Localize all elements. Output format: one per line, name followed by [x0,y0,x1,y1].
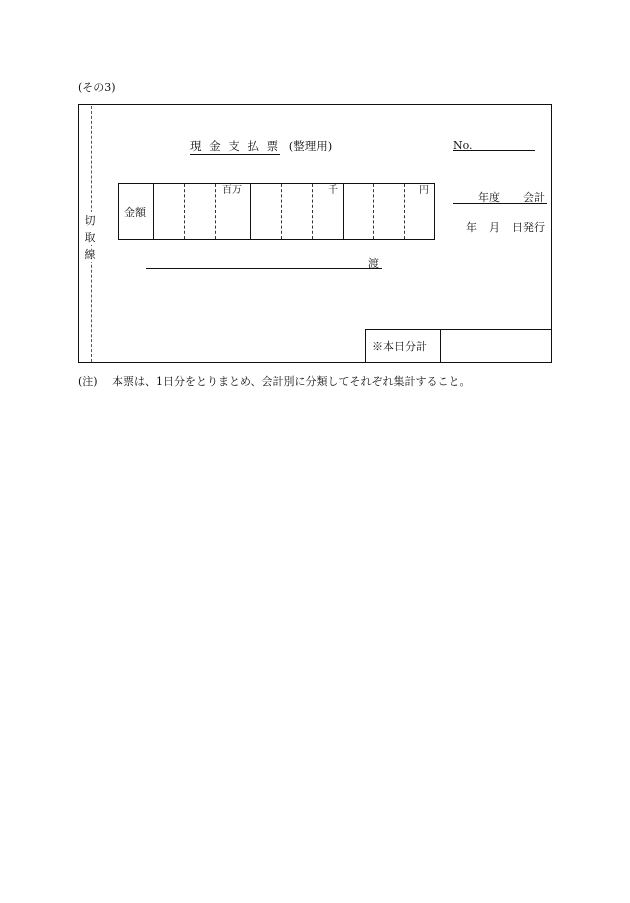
digit-divider [281,184,282,239]
unit-yen: 円 [419,185,429,196]
digit-divider [404,184,405,239]
note-text: 本票は、1日分をとりまとめ、会計別に分類してそれぞれ集計すること。 [112,375,471,388]
amount-label: 金額 [124,206,146,219]
issue-month-label: 月 [489,221,500,234]
note-prefix: (注) [78,375,98,388]
amount-label-divider [153,184,154,239]
unit-million: 百万 [222,185,242,196]
slip-title-sub: (整理用) [288,139,333,153]
digit-divider [373,184,374,239]
cut-line-char-2: 取 [82,229,98,245]
daily-total-label: ※本日分計 [372,340,427,353]
digit-divider [215,184,216,239]
fiscal-year-label: 年度 [478,191,500,204]
issue-day-label: 日発行 [512,221,545,234]
daily-total-divider [440,330,441,363]
digit-group-divider [250,184,251,239]
slip-number-label: No. [453,139,473,152]
recipient-suffix: 渡 [368,257,379,270]
page-label: (その3) [78,81,116,94]
digit-divider [312,184,313,239]
slip-number-field[interactable] [453,150,535,151]
cut-line-char-1: 切 [82,212,98,228]
slip-title [190,138,332,154]
digit-group-divider [343,184,344,239]
issue-year-label: 年 [466,221,477,234]
slip-title-main: 現 金 支 払 票 [190,139,281,153]
cut-line-char-3: 線 [82,246,98,262]
unit-thousand: 千 [328,185,338,196]
fiscal-year-account-field[interactable] [453,203,547,204]
digit-divider [184,184,185,239]
account-label: 会計 [523,191,545,204]
amount-table [118,183,435,240]
recipient-field[interactable] [146,268,382,269]
